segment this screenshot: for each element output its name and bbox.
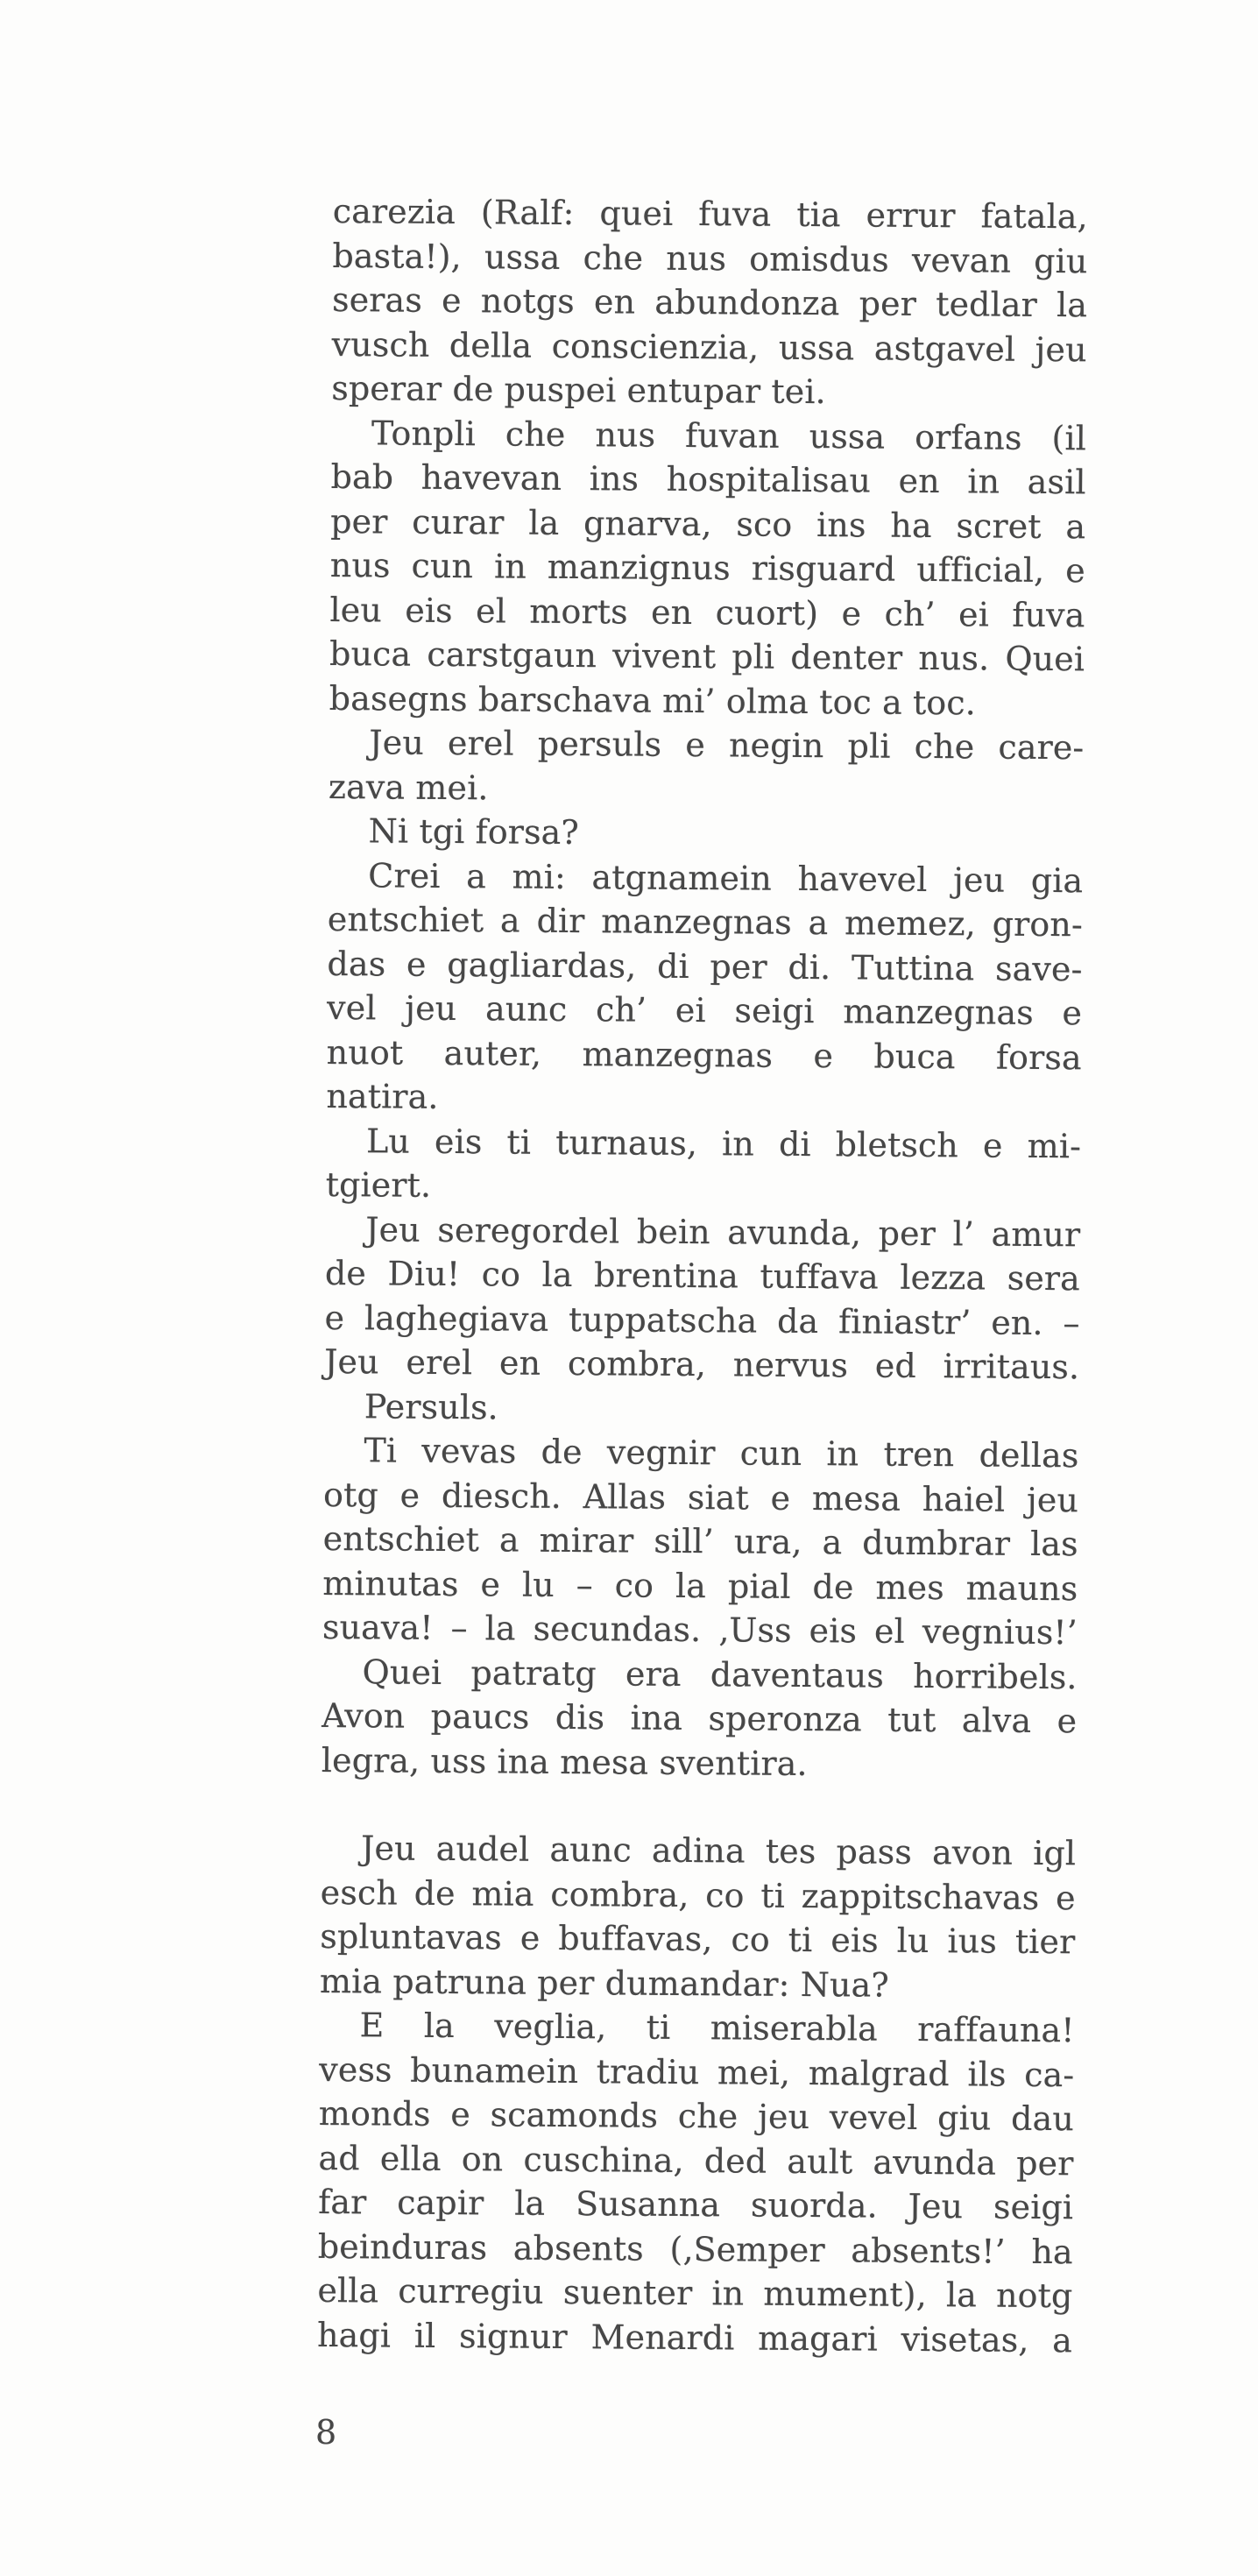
text-line: mia patruna per dumandar: Nua?: [319, 1961, 889, 2005]
text-line: de Diu! co la brentina tuffava lezza sera: [324, 1253, 1081, 1299]
text-line: carezia (Ralf: quei fuva tia errur fatala,: [332, 191, 1088, 237]
text-line: Ti vevas de vegnir cun in tren dellas: [364, 1431, 1079, 1476]
text-line: buca carstgaun vivent pli denter nus. Quei: [329, 633, 1085, 679]
text-line: Lu eis ti turnaus, in di bletsch e mi-: [365, 1121, 1082, 1165]
text-line: Avon paucs dis ina speronza tut alva e: [322, 1695, 1078, 1741]
text-block: [317, 189, 1088, 2362]
text-line: Tonpli che nus fuvan ussa orfans (il: [371, 413, 1087, 457]
text-line: ella curregiu suenter in mument), la notg: [317, 2270, 1073, 2316]
text-line: Crei a mi: atgnamein havevel jeu gia: [368, 855, 1084, 900]
text-line: Persuls.: [364, 1386, 499, 1426]
text-line: far capir la Susanna suorda. Jeu seigi: [318, 2182, 1074, 2227]
text-line: entschiet a dir manzegnas a memez, gron-: [327, 899, 1084, 945]
text-line: bab havevan ins hospitalisau en in asil: [330, 456, 1086, 502]
text-line: Jeu seregordel bein avunda, per l’ amur: [365, 1209, 1081, 1254]
text-line: Jeu erel en combra, nervus ed irritaus.: [324, 1341, 1080, 1387]
text-line: Quei patratg era daventaus horribels.: [362, 1652, 1078, 1696]
text-line: Ni tgi forsa?: [368, 811, 580, 853]
text-line: vusch della conscienzia, ussa astgavel jeu: [331, 324, 1087, 369]
text-line: sperar de puspei entupar tei.: [331, 368, 826, 412]
text-line: Jeu erel persuls e negin pli che care-: [369, 723, 1085, 768]
text-line: tgiert.: [325, 1164, 432, 1205]
text-line: legra, uss ina mesa sventira.: [321, 1740, 808, 1783]
text-line: basegns barschava mi’ olma toc a toc.: [329, 678, 977, 722]
text-line: e laghegiava tuppatscha da finiastr’ en. –: [324, 1298, 1080, 1342]
text-line: spluntavas e buffavas, co ti eis lu ius tier: [320, 1916, 1076, 1962]
page-number: 8: [315, 2413, 337, 2452]
text-line: entschiet a mirar sill’ ura, a dumbrar las: [322, 1518, 1078, 1564]
text-line: suava! – la secundas. ‚Uss eis el vegnius!’: [322, 1607, 1078, 1652]
text-line: nus cun in manzignus risguard ufficial, e: [329, 545, 1085, 591]
text-line: hagi il signur Menardi magari visetas, a: [316, 2315, 1073, 2360]
text-line: per curar la gnarva, sco ins ha scret a: [330, 501, 1086, 546]
text-line: monds e scamonds che jeu vevel giu dau: [318, 2093, 1075, 2139]
text-line: leu eis el morts en cuort) e ch’ ei fuva: [329, 590, 1085, 634]
text-line: nuot auter, manzegnas e buca forsa: [326, 1032, 1082, 1077]
text-line: ad ella on cuschina, ded ault avunda per: [318, 2138, 1074, 2183]
text-line: esch de mia combra, co ti zappitschavas e: [320, 1872, 1076, 1917]
text-line: Jeu audel aunc adina tes pass avon igl: [360, 1829, 1077, 1873]
text-line: zava mei.: [328, 767, 489, 807]
text-line: E la veglia, ti miserabla raffauna!: [359, 2006, 1075, 2050]
text-line: minutas e lu – co la pial de mes mauns: [322, 1563, 1078, 1608]
text-line: seras e notgs en abundonza per tedlar la: [331, 280, 1088, 325]
text-line: basta!), ussa che nus omisdus vevan giu: [332, 236, 1088, 280]
text-line: vel jeu aunc ch’ ei seigi manzegnas e: [326, 987, 1083, 1033]
text-line: natira.: [326, 1076, 439, 1116]
text-line: vess bunamein tradiu mei, malgrad ils ca-: [319, 2049, 1075, 2094]
text-line: beinduras absents (‚Semper absents!’ ha: [317, 2226, 1073, 2271]
text-line: otg e diesch. Allas siat e mesa haiel jeu: [322, 1475, 1079, 1519]
text-line: das e gagliardas, di per di. Tuttina save-: [327, 944, 1083, 988]
